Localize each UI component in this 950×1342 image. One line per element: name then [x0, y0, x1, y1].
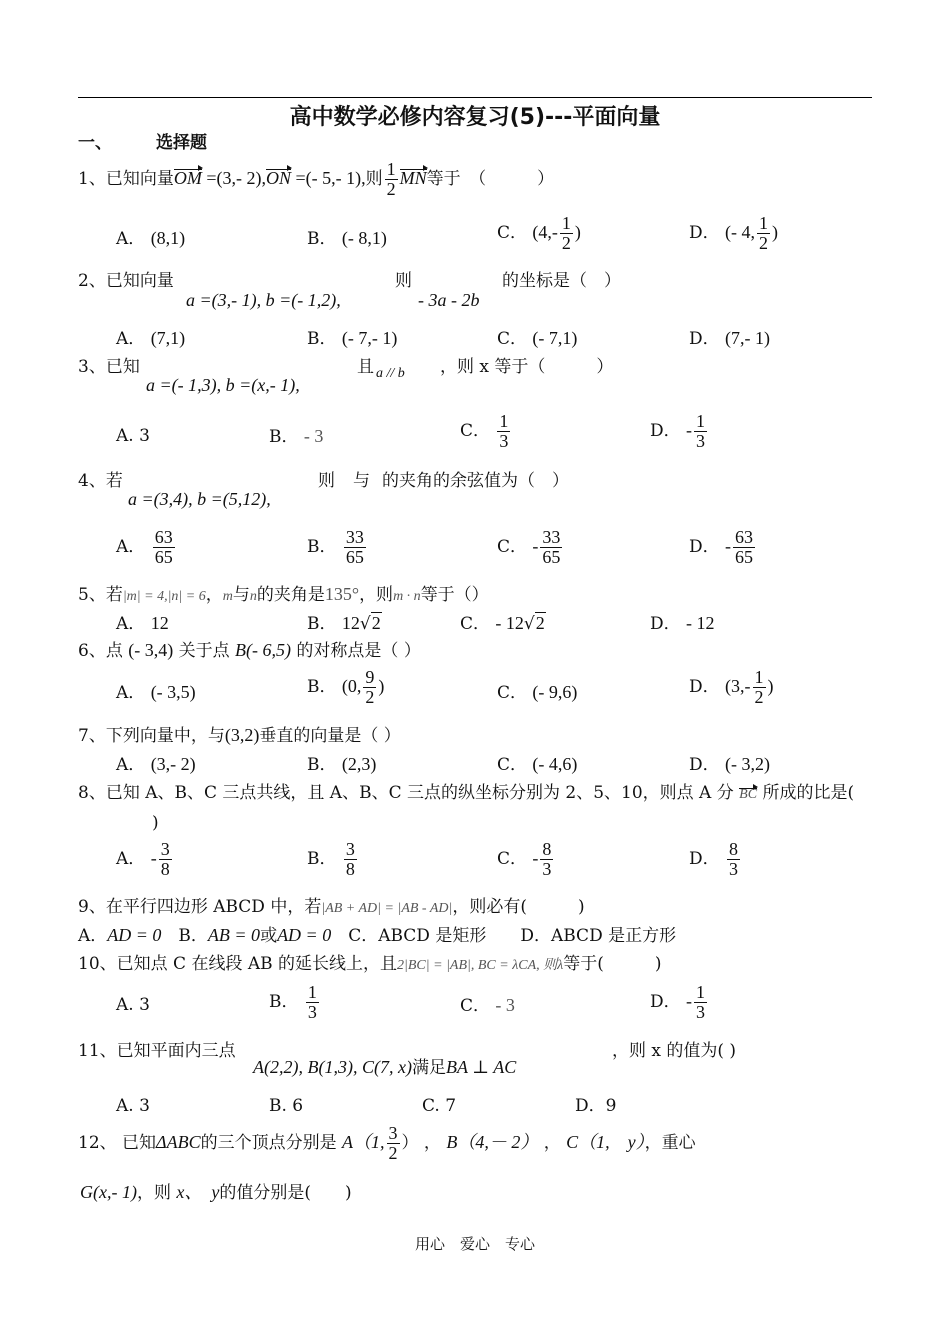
section-label: 选择题 [156, 133, 207, 153]
question-1 [78, 160, 554, 199]
q2-option-c: C． (- 7,1) [497, 328, 578, 349]
q5-option-c: C． - 12√2 [460, 613, 545, 634]
q11-stem: 11、已知平面内三点 [78, 1041, 236, 1061]
q11-option-a: A. 3 [116, 1096, 150, 1116]
q12-line2: G(x,- 1)，则 x、 y的值分别是( ) [80, 1182, 352, 1203]
q2-expr: - 3a - 2b [418, 290, 480, 310]
question-7: 7、下列向量中，与(3,2)垂直的向量是（ ） [78, 725, 401, 746]
q3-formula: a =(- 1,3), b =(x,- 1), [146, 375, 300, 395]
q1-option-c: C． (4,- $\frac{1}{2}$ ) [497, 213, 581, 253]
q3-option-c: C． $\frac{1}{3}$ [460, 411, 509, 451]
q6-option-b: B． (0, $\frac{9}{2}$ ) [307, 667, 385, 707]
page-title: 高中数学必修内容复习(5)---平面向量 [289, 105, 661, 130]
q11-points: A(2,2), B(1,3), C(7, x)满足BA ⊥ AC [253, 1057, 517, 1078]
q8-close: ) [152, 813, 159, 833]
question-12: 12、 已知ΔABC的三个顶点分别是 A（1, $\frac{3}{2}$ ） ， B（4,－ 2） ， C（1, y），重心 [78, 1123, 696, 1163]
q9-options: A．AD = 0 B．AB = 0或AD = 0 C．ABCD 是矩形 D．ABCD 是正方形 [78, 925, 677, 946]
q4-stem: 4、若 [78, 471, 123, 491]
q4-ze: 则 [318, 471, 335, 491]
q5-option-a: A． 12 [116, 613, 169, 634]
q1-stem: 1、已知向量 [78, 168, 174, 189]
q8-option-b: B． $\frac{3}{8}$ [307, 839, 355, 879]
q1-mn: MN [399, 167, 427, 188]
q3-option-a: A. 3 [116, 426, 150, 446]
q5-option-d: D． - 12 [650, 613, 715, 634]
q2-stem: 2、已知向量 [78, 271, 174, 291]
q1-ze: 则 [365, 168, 383, 189]
q1-half: $\frac{1}{2}$ [386, 159, 396, 199]
q4-option-b: B． $\frac{33}{65}$ [307, 527, 364, 567]
q1-om: OM [173, 167, 202, 188]
q2-ze: 则 [395, 271, 412, 291]
q10-option-b: B． $\frac{1}{3}$ [269, 982, 317, 1022]
question-10: 10、已知点 C 在线段 AB 的延长线上，且2|BC| = |AB|, BC = λCA, 则λ等于( ) [78, 954, 662, 974]
q2-formula: a =(3,- 1), b =(- 1,2), [186, 290, 341, 310]
q4-formula: a =(3,4), b =(5,12), [128, 489, 271, 509]
q7-option-b: B． (2,3) [307, 754, 377, 775]
q3-tail: ，则 x 等于（ ） [440, 357, 614, 377]
q10-option-a: A. 3 [116, 995, 150, 1015]
q3-qie: 且 [357, 357, 374, 377]
q1-option-d: D． (- 4, $\frac{1}{2}$ ) [689, 213, 779, 253]
q9-option-c: C．ABCD 是矩形 [348, 926, 487, 946]
q4-option-c: C． - $\frac{33}{65}$ [497, 527, 561, 567]
q1-option-b: B． (- 8,1) [307, 228, 387, 249]
q1-om-val: =(3,- 2), [206, 167, 266, 188]
q9-option-b: B． [178, 926, 208, 946]
q11-option-b: B. 6 [269, 1096, 304, 1116]
q6-option-c: C． (- 9,6) [497, 682, 578, 703]
q1-on-val: =(- 5,- 1), [295, 167, 366, 188]
footer: 用心 爱心 专心 [414, 1235, 535, 1253]
q10-option-c: C． - 3 [460, 995, 515, 1016]
question-9: 9、在平行四边形 ABCD 中，若|AB + AD| = |AB - AD|，则必有( ) [78, 897, 585, 917]
q3-option-b: B． - 3 [269, 426, 324, 447]
q9-option-a: A． [78, 926, 108, 946]
q8-option-d: D． $\frac{8}{3}$ [689, 839, 739, 879]
question-5: 5、若|m| = 4,|n| = 6，m与n的夹角是135°，则m · n等于（） [78, 584, 489, 605]
q2-option-b: B． (- 7,- 1) [307, 328, 398, 349]
q10-option-d: D． - $\frac{1}{3}$ [650, 982, 706, 1022]
q7-option-d: D． (- 3,2) [689, 754, 771, 775]
q9-option-d: D．ABCD 是正方形 [520, 926, 677, 946]
q3-option-d: D． - $\frac{1}{3}$ [650, 411, 706, 451]
q11-tail: ，则 x 的值为( ) [612, 1041, 737, 1061]
q5-option-b: B． 12√2 [307, 613, 381, 634]
q11-option-c: C. 7 [422, 1096, 457, 1116]
q3-parallel: a // b [376, 366, 405, 381]
q4-yu: 与 [353, 471, 370, 491]
q3-stem: 3、已知 [78, 357, 140, 377]
q6-option-a: A． (- 3,5) [116, 682, 196, 703]
q7-option-a: A． (3,- 2) [116, 754, 196, 775]
q4-option-d: D． - $\frac{63}{65}$ [689, 527, 754, 567]
q11-option-d: D．9 [575, 1096, 617, 1116]
q8-option-c: C． - $\frac{8}{3}$ [497, 839, 552, 879]
q4-option-a: A． $\frac{63}{65}$ [116, 527, 173, 567]
top-rule [78, 97, 872, 98]
q1-tail: 等于 （ ） [426, 168, 555, 189]
q7-option-c: C． (- 4,6) [497, 754, 578, 775]
question-6: 6、点 (- 3,4) 关于点 B(- 6,5) 的对称点是（ ） [78, 640, 421, 661]
q2-option-d: D． (7,- 1) [689, 328, 771, 349]
q5-cond: |m| = 4,|n| = 6 [122, 589, 206, 604]
q2-tail: 的坐标是（ ） [502, 271, 621, 291]
q2-option-a: A． (7,1) [116, 328, 186, 349]
section-number: 一、 [78, 133, 112, 153]
q8-option-a: A． - $\frac{3}{8}$ [116, 839, 170, 879]
q6-option-d: D． (3,- $\frac{1}{2}$ ) [689, 667, 774, 707]
question-8: 8、已知 A、B、C 三点共线，且 A、B、C 三点的纵坐标分别为 2、5、10，则点 A 分 BC 所成的比是( [78, 783, 855, 803]
q4-tail: 的夹角的余弦值为（ ） [382, 471, 569, 491]
q1-option-a: A． (8,1) [116, 228, 186, 249]
q1-on: ON [265, 167, 291, 188]
